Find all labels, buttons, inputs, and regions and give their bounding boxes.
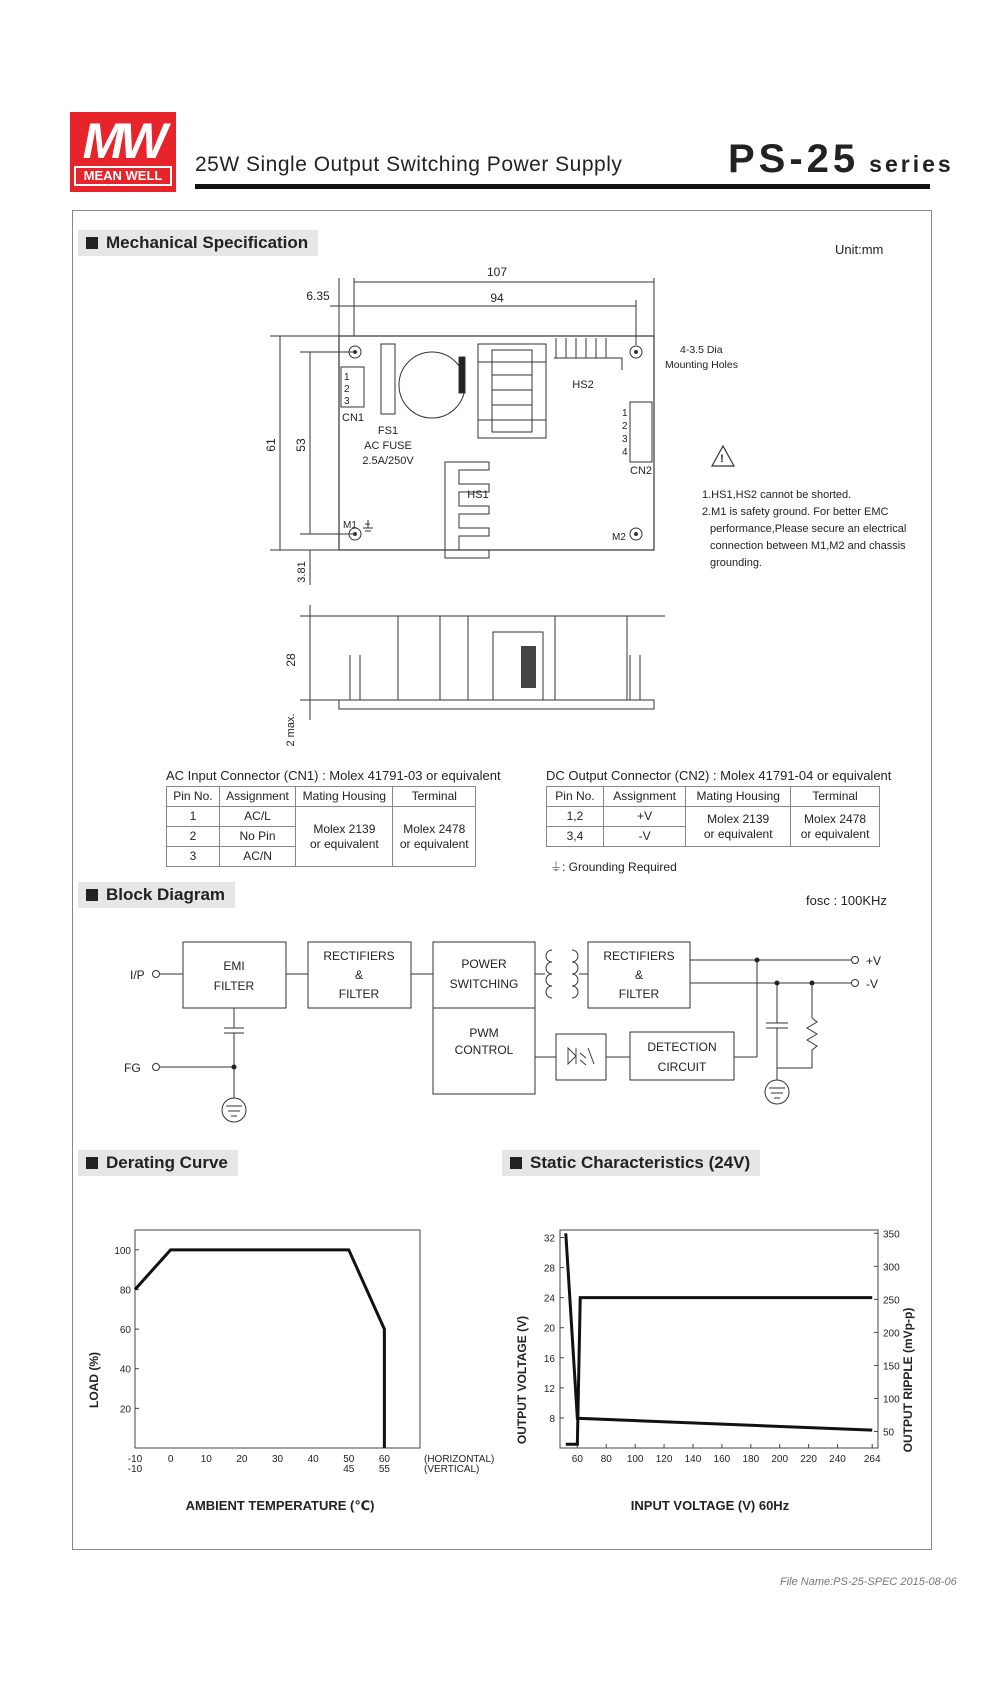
fg-ground [222,1098,246,1122]
emi-filter-box [183,942,286,1008]
cn2-label: CN2 [630,465,653,477]
power-label-2: SWITCHING [449,977,519,991]
vplus-label: +V [866,954,882,968]
ac-assign-1: AC/L [219,807,295,827]
static-xtick-264: 264 [863,1454,881,1465]
static-xtick-240: 240 [829,1454,846,1465]
static-y2tick-300: 300 [883,1262,900,1274]
ip-terminal [153,971,160,978]
cn1-pin-1: 1 [344,372,350,383]
series-model: PS-25 [728,137,860,181]
rect2-label-2: & [634,968,644,982]
note-3: performance,Please secure an electrical [710,523,907,535]
rect2-label-1: RECTIFIERS [603,949,675,963]
fg-label: FG [124,1061,141,1075]
fuse-body [381,344,395,414]
static-plot-frame [560,1230,878,1448]
detect-label-2: CIRCUIT [657,1060,707,1074]
derating-curve-line [135,1250,384,1448]
capacitor [399,352,465,418]
ac-pin-3: 3 [167,847,220,867]
ac-assign-3: AC/N [219,847,295,867]
section-static: Static Characteristics (24V) [502,1150,760,1176]
hs2-label: HS2 [572,379,594,391]
derating-ytick-100: 100 [114,1245,131,1257]
ac-connector-table [166,786,476,867]
vminus-terminal [852,980,859,987]
detect-label-1: DETECTION [647,1040,717,1054]
static-ytick-32: 32 [543,1233,555,1245]
mechanical-drawing [0,0,1000,780]
section-block-diagram: Block Diagram [78,882,235,908]
output-ground [765,1080,789,1104]
derating-xlabel: AMBIENT TEMPERATURE (℃) [185,1498,375,1513]
cn2-pin-2: 2 [622,421,628,432]
dc-connector-title: DC Output Connector (CN2) : Molex 41791-04 or equivalent [546,768,892,783]
derating-xtick-60: 60 [378,1454,390,1465]
static-xtick-80: 80 [600,1454,612,1465]
block-diagram [0,920,1000,1140]
static-series-line-2 [566,1233,872,1430]
static-ytick-8: 8 [549,1413,555,1425]
vminus-label: -V [866,977,878,991]
holes-label-2: Mounting Holes [665,359,738,371]
derating-chart [80,1200,495,1520]
derating-ytick-20: 20 [119,1404,131,1416]
dim-53: 53 [294,438,308,452]
fosc-label: fosc : 100KHz [806,893,887,908]
static-ytick-24: 24 [543,1293,555,1305]
ground-icon-m1 [363,520,373,531]
rect1-label-3: FILTER [338,987,380,1001]
m2-label: M2 [612,532,626,543]
logo-brand: MEAN WELL [74,166,172,186]
cn2-pin-4: 4 [622,447,628,458]
ac-pin-1: 1 [167,807,220,827]
dc-terminal-1: Molex 2478 [804,811,867,826]
dim-107: 107 [486,265,508,279]
emi-label-2: FILTER [213,979,255,993]
derating-xtick-40: 40 [307,1454,319,1465]
dim-6-35: 6.35 [306,289,330,303]
hs2-outline [554,338,622,370]
dc-header-terminal: Terminal [791,787,880,807]
ac-header-terminal: Terminal [393,787,476,807]
grounding-note [550,858,677,875]
derating-ytick-40: 40 [119,1364,131,1376]
ac-header-assign: Assignment [219,787,295,807]
fuse-label-2: 2.5A/250V [362,455,414,467]
dc-header-pin: Pin No. [547,787,604,807]
static-xtick-100: 100 [626,1454,644,1465]
static-y2tick-50: 50 [883,1427,895,1439]
ac-housing-2: or equivalent [309,836,379,851]
static-xtick-120: 120 [655,1454,673,1465]
pwm-label-2: CONTROL [454,1043,514,1057]
optocoupler [556,1034,606,1080]
dim-61: 61 [264,438,278,452]
derating-mode-vertical: (VERTICAL) [424,1464,480,1475]
ac-assign-2: No Pin [219,827,295,847]
static-xtick-140: 140 [684,1454,702,1465]
static-ytick-20: 20 [543,1323,555,1335]
static-ylabel: OUTPUT VOLTAGE (V) [515,1315,529,1445]
side-heatsink [555,616,627,700]
side-ferrite [521,646,536,688]
side-pcb [339,700,654,709]
dim-28: 28 [284,653,298,667]
derating-ytick-60: 60 [119,1325,131,1337]
static-xtick-60: 60 [571,1454,583,1465]
dc-header-housing: Mating Housing [686,787,791,807]
derating-xtick-0: 0 [167,1454,174,1465]
series-word: series [869,151,954,177]
static-ytick-28: 28 [543,1263,555,1275]
dim-3-81: 3.81 [296,561,308,583]
static-y2tick-100: 100 [883,1394,900,1406]
dc-housing-1: Molex 2139 [707,811,770,826]
note-2: 2.M1 is safety ground. For better EMC [702,506,889,518]
document-title: 25W Single Output Switching Power Supply [195,153,623,176]
transformer-primary [546,950,552,998]
emi-label-1: EMI [223,959,245,973]
derating-plot-frame [135,1230,420,1448]
dc-terminal-2: or equivalent [800,826,870,841]
dc-pin-2: 3,4 [547,827,604,847]
note-4: connection between M1,M2 and chassis [710,540,906,552]
note-5: grounding. [710,557,762,569]
dc-assign-2: -V [603,827,685,847]
grounding-note-text: : Grounding Required [562,860,677,874]
dim-94: 94 [490,291,504,305]
cn1-label: CN1 [342,412,365,424]
fuse-label-1: AC FUSE [364,440,412,452]
dc-terminal [791,807,880,847]
static-y2label: OUTPUT RIPPLE (mVp-p) [901,1307,915,1453]
power-label-1: POWER [461,957,507,971]
static-ytick-16: 16 [543,1353,555,1365]
dc-connector-table [546,786,880,847]
ac-terminal-1: Molex 2478 [403,821,466,836]
svg-text:!: ! [720,453,724,465]
ac-housing-1: Molex 2139 [313,821,376,836]
side-capacitor [398,616,468,700]
power-switching-box [433,942,535,1008]
ac-connector-title: AC Input Connector (CN1) : Molex 41791-03 or equivalent [166,768,501,783]
section-mechanical: Mechanical Specification [78,230,318,256]
table-row [547,807,880,827]
static-xlabel: INPUT VOLTAGE (V) 60Hz [630,1498,790,1513]
cn2-body [630,402,652,462]
static-chart [510,1200,930,1520]
derating-xtick-30: 30 [271,1454,284,1465]
static-series-line-1 [566,1298,872,1445]
static-xtick-200: 200 [771,1454,789,1465]
cn1-pin-2: 2 [344,384,350,395]
cn2-pin-3: 3 [622,434,628,445]
derating-xtick--10: -10 [127,1454,143,1465]
dc-assign-1: +V [603,807,685,827]
dc-header-assign: Assignment [603,787,685,807]
fs1-label: FS1 [377,425,399,437]
cn1-pin-3: 3 [344,396,350,407]
derating-xtick-vertical--10: -10 [127,1464,143,1475]
ground-icon: ⏚ [550,860,563,874]
pwm-label-1: PWM [469,1026,499,1040]
rect1-label-1: RECTIFIERS [323,949,395,963]
static-xtick-160: 160 [713,1454,731,1465]
dim-2max: 2 max. [285,713,297,747]
derating-xtick-vertical-45: 45 [343,1464,355,1475]
m1-label: M1 [343,520,357,531]
static-xtick-180: 180 [742,1454,760,1465]
ac-header-pin: Pin No. [167,787,220,807]
vplus-terminal [852,957,859,964]
derating-xtick-10: 10 [200,1454,212,1465]
derating-ytick-80: 80 [119,1285,131,1297]
note-1: 1.HS1,HS2 cannot be shorted. [702,489,852,501]
ac-pin-2: 2 [167,827,220,847]
rect1-label-2: & [354,968,364,982]
rect2-label-3: FILTER [618,987,660,1001]
dc-housing-2: or equivalent [703,826,773,841]
unit-label: Unit:mm [835,242,884,257]
static-y2tick-150: 150 [883,1361,900,1373]
derating-xtick-50: 50 [343,1454,355,1465]
static-ytick-12: 12 [543,1383,555,1395]
dc-pin-1: 1,2 [547,807,604,827]
section-derating: Derating Curve [78,1150,238,1176]
ac-housing [296,807,393,867]
transformer-secondary [572,950,578,998]
hs1-label: HS1 [467,489,489,501]
static-y2tick-250: 250 [883,1295,900,1307]
ac-terminal [393,807,476,867]
table-row [167,807,476,827]
cn2-pin-1: 1 [622,408,628,419]
transformer [478,344,546,438]
ac-header-housing: Mating Housing [296,787,393,807]
static-y2tick-200: 200 [883,1328,900,1340]
resistor [807,1018,817,1050]
ac-terminal-2: or equivalent [399,836,469,851]
derating-xtick-20: 20 [236,1454,248,1465]
hs1-outline [445,462,489,558]
holes-label-1: 4-3.5 Dia [680,344,723,356]
static-xtick-220: 220 [800,1454,817,1465]
static-y2tick-350: 350 [883,1229,900,1241]
ip-label: I/P [130,968,145,982]
logo-mark: MW [82,113,164,169]
file-name-footer: File Name:PS-25-SPEC 2015-08-06 [780,1576,957,1588]
derating-ylabel: LOAD (%) [87,1352,101,1408]
fg-terminal [153,1064,160,1071]
derating-mode-horizontal: (HORIZONTAL) [424,1454,495,1465]
derating-xtick-vertical-55: 55 [378,1464,390,1475]
dc-housing [686,807,791,847]
